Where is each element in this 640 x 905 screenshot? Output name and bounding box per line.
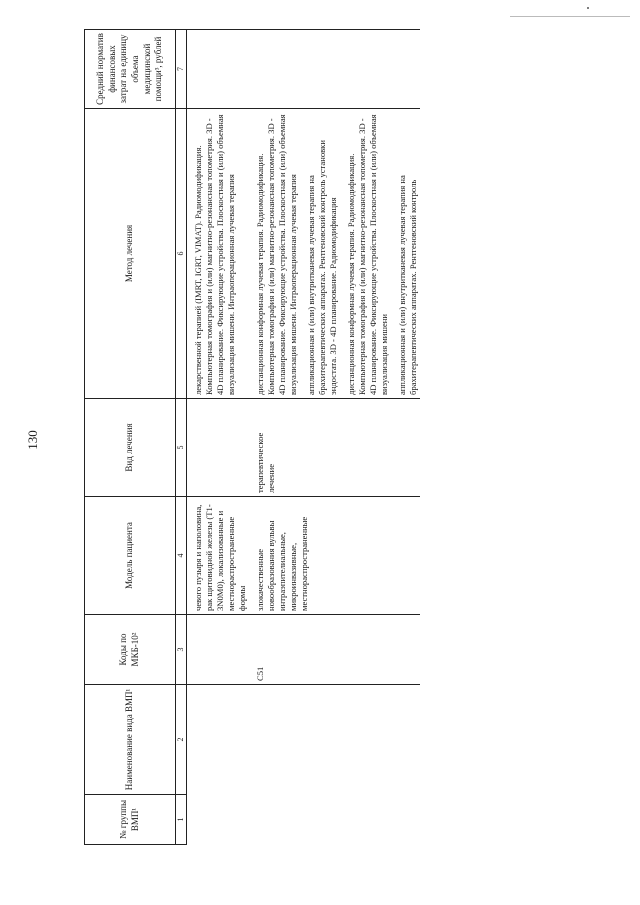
header-row <box>85 30 176 845</box>
column-number: 3 <box>176 615 187 685</box>
cell-cost-norm <box>187 30 250 109</box>
header-group-number: № группы ВМП¹ <box>85 795 176 845</box>
header-icd-codes: Коды по МКБ-10² <box>85 615 176 685</box>
method-text: лекарственной терапией (IMRT, IGRT, VIMAT). Радиомодификация. Компьютерная томография и (или) магнитно-резонансная топометрия. 3D - 4D планирование. Фиксирующие устройства. Плоскостная и (или) объемная визуализация мишени. Интраоперационная лучевая терапия <box>193 114 237 395</box>
column-number: 2 <box>176 685 187 795</box>
cell-icd-code: C51 <box>249 615 420 685</box>
cell-treatment-type: терапевтическое лечение <box>249 399 420 497</box>
header-vmp-name: Наименование вида ВМП¹ <box>85 685 176 795</box>
scan-edge-line <box>510 16 630 17</box>
column-number-row <box>176 30 187 845</box>
cell-group-number <box>187 795 250 845</box>
cell-patient-model: чевого пузыря и наполовина, рак щитовидной железы (T1-3N0M0), локализованные и местнораспространенные формы <box>187 497 250 615</box>
page-number: 130 <box>25 430 40 450</box>
treatment-table <box>84 29 420 845</box>
method-text: аппликационная и (или) внутритканевая лучевая терапия на брахитерапевтических аппаратах. Рентгеновский контроль установки эндостата. 3D - 4D планирование. Радиомодификация <box>306 140 339 395</box>
column-number: 7 <box>176 30 187 109</box>
cell-group-number <box>249 795 420 845</box>
scan-speck <box>587 7 589 9</box>
header-cost-norm: Средний норматив финансовых затрат на единицу объема медицинской помощи³, рублей <box>85 30 176 109</box>
cell-vmp-name <box>249 685 420 795</box>
treatment-table-wrapper <box>84 30 584 845</box>
column-number: 4 <box>176 497 187 615</box>
header-treatment-method: Метод лечения <box>85 109 176 399</box>
table-row <box>249 30 420 845</box>
column-number: 1 <box>176 795 187 845</box>
cell-cost-norm <box>249 30 420 109</box>
method-text: дистанционная конформная лучевая терапия. Радиомодификация. Компьютерная томография и (или) магнитно-резонансная топометрия. 3D - 4D планирование. Фиксирующие устройства. Плоскостная и (или) объемная визуализация мишени. Интраоперационная лучевая терапия <box>255 114 299 395</box>
method-text: дистанционная конформная лучевая терапия. Радиомодификация. Компьютерная томография и (или) магнитно-резонансная топометрия. 3D - 4D планирование. Фиксирующие устройства. Плоскостная и (или) объемная визуализация мишени <box>346 114 390 395</box>
cell-vmp-name <box>187 685 250 795</box>
cell-icd-code <box>187 615 250 685</box>
cell-treatment-method <box>187 109 250 399</box>
cell-patient-model: злокачественные новообразования вульвы интраэпителиальные, микроинвазивные, местнораспространенные <box>249 497 420 615</box>
header-treatment-type: Вид лечения <box>85 399 176 497</box>
column-number: 6 <box>176 109 187 399</box>
header-patient-model: Модель пациента <box>85 497 176 615</box>
column-number: 5 <box>176 399 187 497</box>
method-text: аппликационная и (или) внутритканевая лучевая терапия на брахитерапевтических аппаратах. Рентгеновский контроль <box>397 175 419 395</box>
table-row <box>187 30 250 845</box>
cell-treatment-method <box>249 109 420 399</box>
cell-treatment-type <box>187 399 250 497</box>
